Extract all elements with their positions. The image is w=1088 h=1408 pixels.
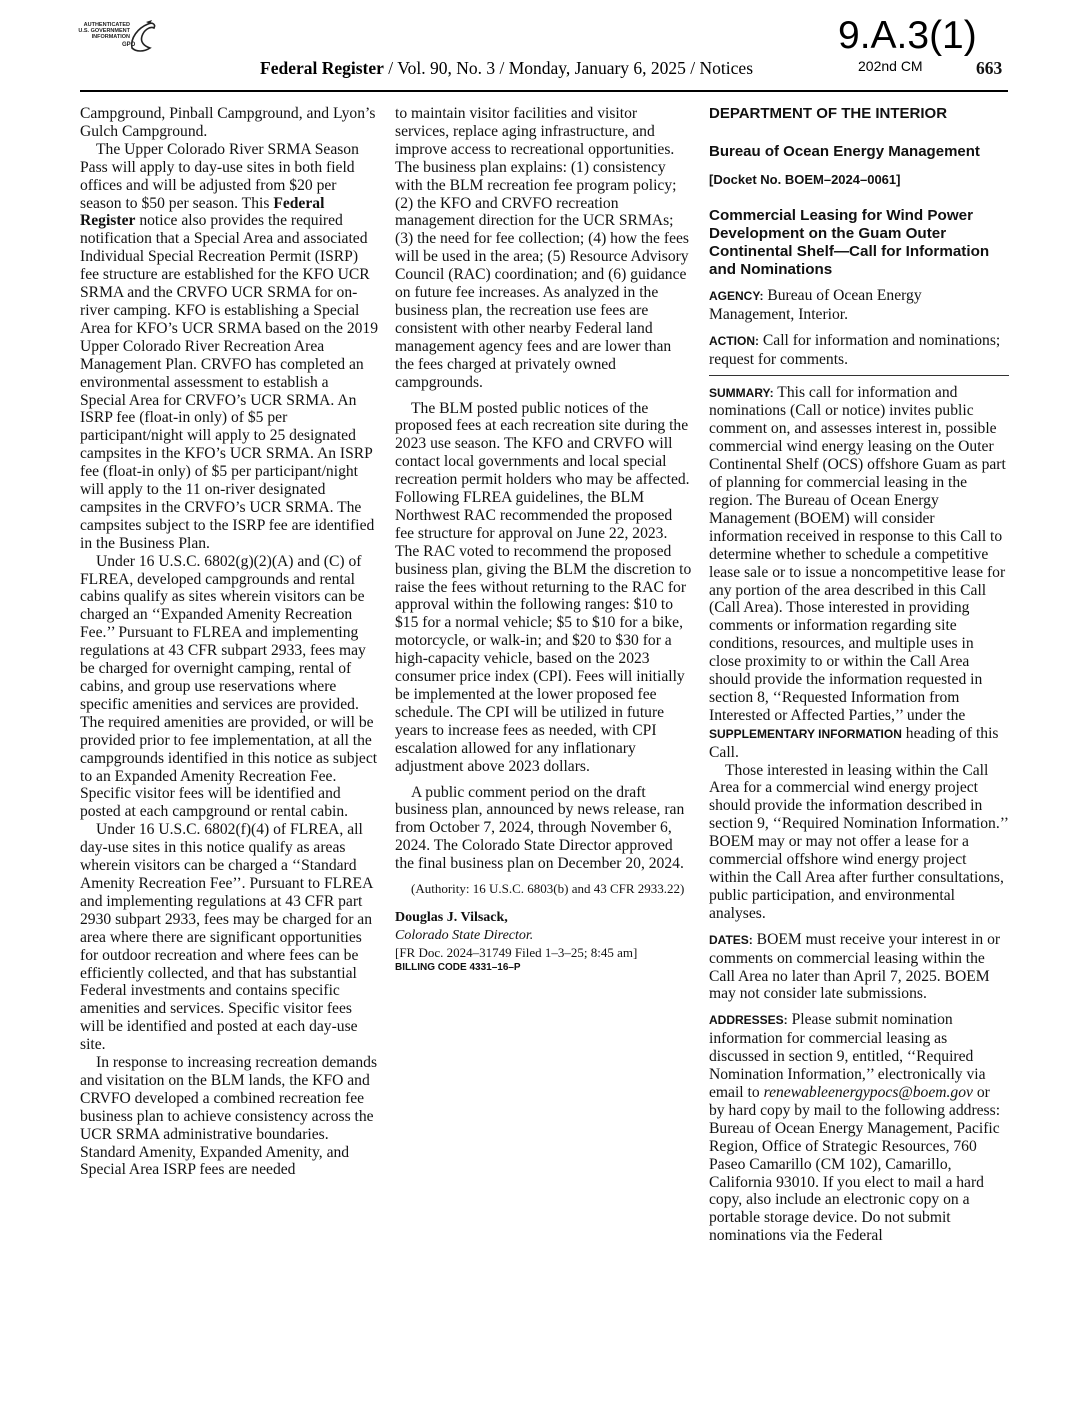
section-divider [709,375,1009,376]
column-middle [395,105,693,975]
paragraph: Campground, Pinball Campground, and Lyon’s Gulch Campground. [80,105,376,140]
signer-title: Colorado State Director. [395,927,534,943]
paragraph: The Upper Colorado River SRMA Season Pass will apply to day-use sites in both field offices and will be adjusted from $20 per season to $50 per season. This Federal Register notice also provides the required notification that a Special Area and associated Individual Special Recreation Permit (ISRP) fee structure are established for the KFO UCR SRMA and the CRVFO UCR SRMA for on-river camping. KFO is establishing a Special Area for KFO’s UCR SRMA based on the 2019 Upper Colorado River Recreation Area Management Plan. CRVFO has completed an environmental assessment to establish a Special Area for CRVFO’s UCR SRMA. An ISRP fee (float-in only) of $5 per participant/night will apply to 25 designated campsites in the KFO’s UCR SRMA. An ISRP fee (float-in only) of $5 per participant/night will apply to the 11 on-river designated campsites in the CRVFO’s UCR SRMA. The campsites subject to the ISRP fee are identified in the Business Plan. [80,140,379,552]
agenda-item-stamp: 9.A.3(1) [838,14,977,57]
addresses-field: ADDRESSES: Please submit nomination information for commercial leasing as discussed in section 9, entitled, ‘‘Required Nomination Information,’’ electronically via email to renewableenergypocs@boem.gov or by hard copy by mail to the following address: Bureau of Ocean Energy Management, Pacific Region, Office of Strategic Resources, 760 Paseo Camarillo (CM 102), Camarillo, California 93010. If you elect to mail a hard copy, also include an electronic copy on a portable storage device. Do not submit nominations via the Federal [709,1011,1001,1245]
meeting-stamp: 202nd CM [858,58,923,74]
action-field: ACTION: Call for information and nominations; request for comments. [709,331,1001,368]
page-number: 663 [976,58,1003,78]
logo-text-line: AUTHENTICATED [83,22,130,28]
paragraph: Under 16 U.S.C. 6802(g)(2)(A) and (C) of FLREA, developed campgrounds and rental cabins qualify as sites wherein visitors can be charged an ‘‘Expanded Amenity Recreation Fee.’’ Pursuant to FLREA and implementing regulations at 43 CFR subpart 2933, fees may be charged for overnight camping, rental of cabins, and group use reservations where specific amenities and services are provided. The required amenities are provided, or will be provided prior to fee implementation, at all the campgrounds identified in this notice as subject to an Expanded Amenity Recreation Fee. Specific visitor fees will be identified and posted at each campground or rental cabin. [80,552,378,821]
fr-doc-line: [FR Doc. 2024–31749 Filed 1–3–25; 8:45 am] [395,944,638,960]
paragraph: Those interested in leasing within the Call Area for a commercial wind energy project should provide the information described in section 9, ‘‘Required Nomination Information.’’ BOEM may or may not offer a lease for a commercial offshore wind energy project within the Call Area after further consultations, public participation, and environmental analyses. [709,761,1008,922]
signer-name: Douglas J. Vilsack, [395,910,508,926]
logo-gpo-text: GPO [122,42,136,48]
publication-name: Federal Register [260,58,384,78]
gpo-authentication-logo [74,18,158,58]
department-heading: DEPARTMENT OF THE INTERIOR [709,105,948,122]
agency-heading: Bureau of Ocean Energy Management [709,143,980,160]
email-address: renewableenergypocs@boem.gov [763,1083,973,1101]
paragraph: Under 16 U.S.C. 6802(f)(4) of FLREA, all day-use sites in this notice qualify as areas wherein visitors can be charged a ‘‘Standard Amenity Recreation Fee’’. Pursuant to FLREA and implementing regulations at 43 CFR part 2930 subpart 2933, fees may be charged for an area where there are significant opportunities for outdoor recreation and where fees can be efficiently collected, and that has substantial Federal investments and contains specific amenities and services. Specific visitor fees will be identified and posted at each day-use site. [80,821,373,1054]
publication-name: Federal Register [80,194,325,230]
paragraph: to maintain visitor facilities and visitor services, replace aging infrastructure, and improve access to recreational opportunities. The business plan explains: (1) consistency with the BLM recreation fee program policy; (2) the KFO and CRVFO recreation management direction for the UCR SRMAs; (3) the need for fee collection; (4) how the fees will be used in the area; (5) Resource Advisory Council (RAC) coordination; and (6) guidance on future fee increases. As analyzed in the business plan, the recreation use fees are consistent with other nearby Federal land management agency fees and are lower than the fees charged at privately owned campgrounds. [395,105,689,391]
summary-field: SUMMARY: This call for information and nominations (Call or notice) invites public comment on, and assesses interest in, possible commercial wind energy leasing on the Outer Continental Shelf (OCS) offshore Guam as part of planning for commercial leasing in the region. The Bureau of Ocean Energy Management (BOEM) will consider information received in response to this Call to determine whether to schedule a competitive lease sale or to issue a noncompetitive lease for any portion of the area described in this Call (Call Area). Those interested in providing comments or information regarding site conditions, resources, and multiple uses in close proximity to or within the Call Area should provide the information requested in section 8, ‘‘Requested Information from Interested or Affected Parties,’’ under the SUPPLEMENTARY INFORMATION heading of this Call. [709,383,1006,761]
billing-code: BILLING CODE 4331–16–P [395,961,521,973]
running-header [260,58,753,79]
paragraph: In response to increasing recreation demands and visitation on the BLM lands, the KFO and CRVFO developed a combined recreation fee business plan to achieve consistency across the UCR SRMA administrative boundaries. Standard Amenity, Expanded Amenity, and Special Area ISRP fees are needed [80,1054,378,1179]
document-title: Commercial Leasing for Wind Power Development on the Guam Outer Continental Shelf—Call for Information and Nominations [709,206,990,278]
paragraph: A public comment period on the draft business plan, announced by news release, ran from October 7, 2024, through November 6, 2024. The Colorado State Director approved the final business plan on December 20, 2024. [395,783,685,873]
docket-number: [Docket No. BOEM–2024–0061] [709,172,901,187]
issue-info: / Vol. 90, No. 3 / Monday, January 6, 2025 / Notices [383,58,754,78]
header-rule [80,90,1008,92]
paragraph: The BLM posted public notices of the proposed fees at each recreation site during the 2023 use season. The KFO and CRVFO will contact local governments and local special recreation permit holders who may be affected. Following FLREA guidelines, the BLM Northwest RAC recommended the proposed fee structure for approval on June 22, 2023. The RAC voted to recommend the proposed business plan, giving the BLM the discretion to raise the fees without returning to the RAC for approval within the following ranges: $10 to $15 for a normal vehicle; $5 to $10 for a bike, motorcycle, or walk-in; and $20 to $30 for a high-capacity vehicle, based on the 2023 consumer price index (CPI). Fees will initially be implemented at the lower proposed fee schedule. The CPI will be utilized in future years to increase fees as needed, with CPI escalation allowed for any inflationary adjustment above 2023 dollars. [395,399,692,775]
eagle-icon [128,18,158,54]
dates-field: DATES: BOEM must receive your interest in or comments on commercial leasing within the Call Area no later than April 7, 2025. BOEM may not consider late submissions. [709,930,1001,1003]
column-right [709,105,1009,1245]
authority-citation: (Authority: 16 U.S.C. 6803(b) and 43 CFR 2933.22) [411,881,685,897]
logo-text-line: INFORMATION [91,34,130,40]
logo-text-line: U.S. GOVERNMENT [78,28,130,34]
column-left [80,105,378,1179]
agency-field: AGENCY: Bureau of Ocean Energy Management, Interior. [709,286,922,323]
